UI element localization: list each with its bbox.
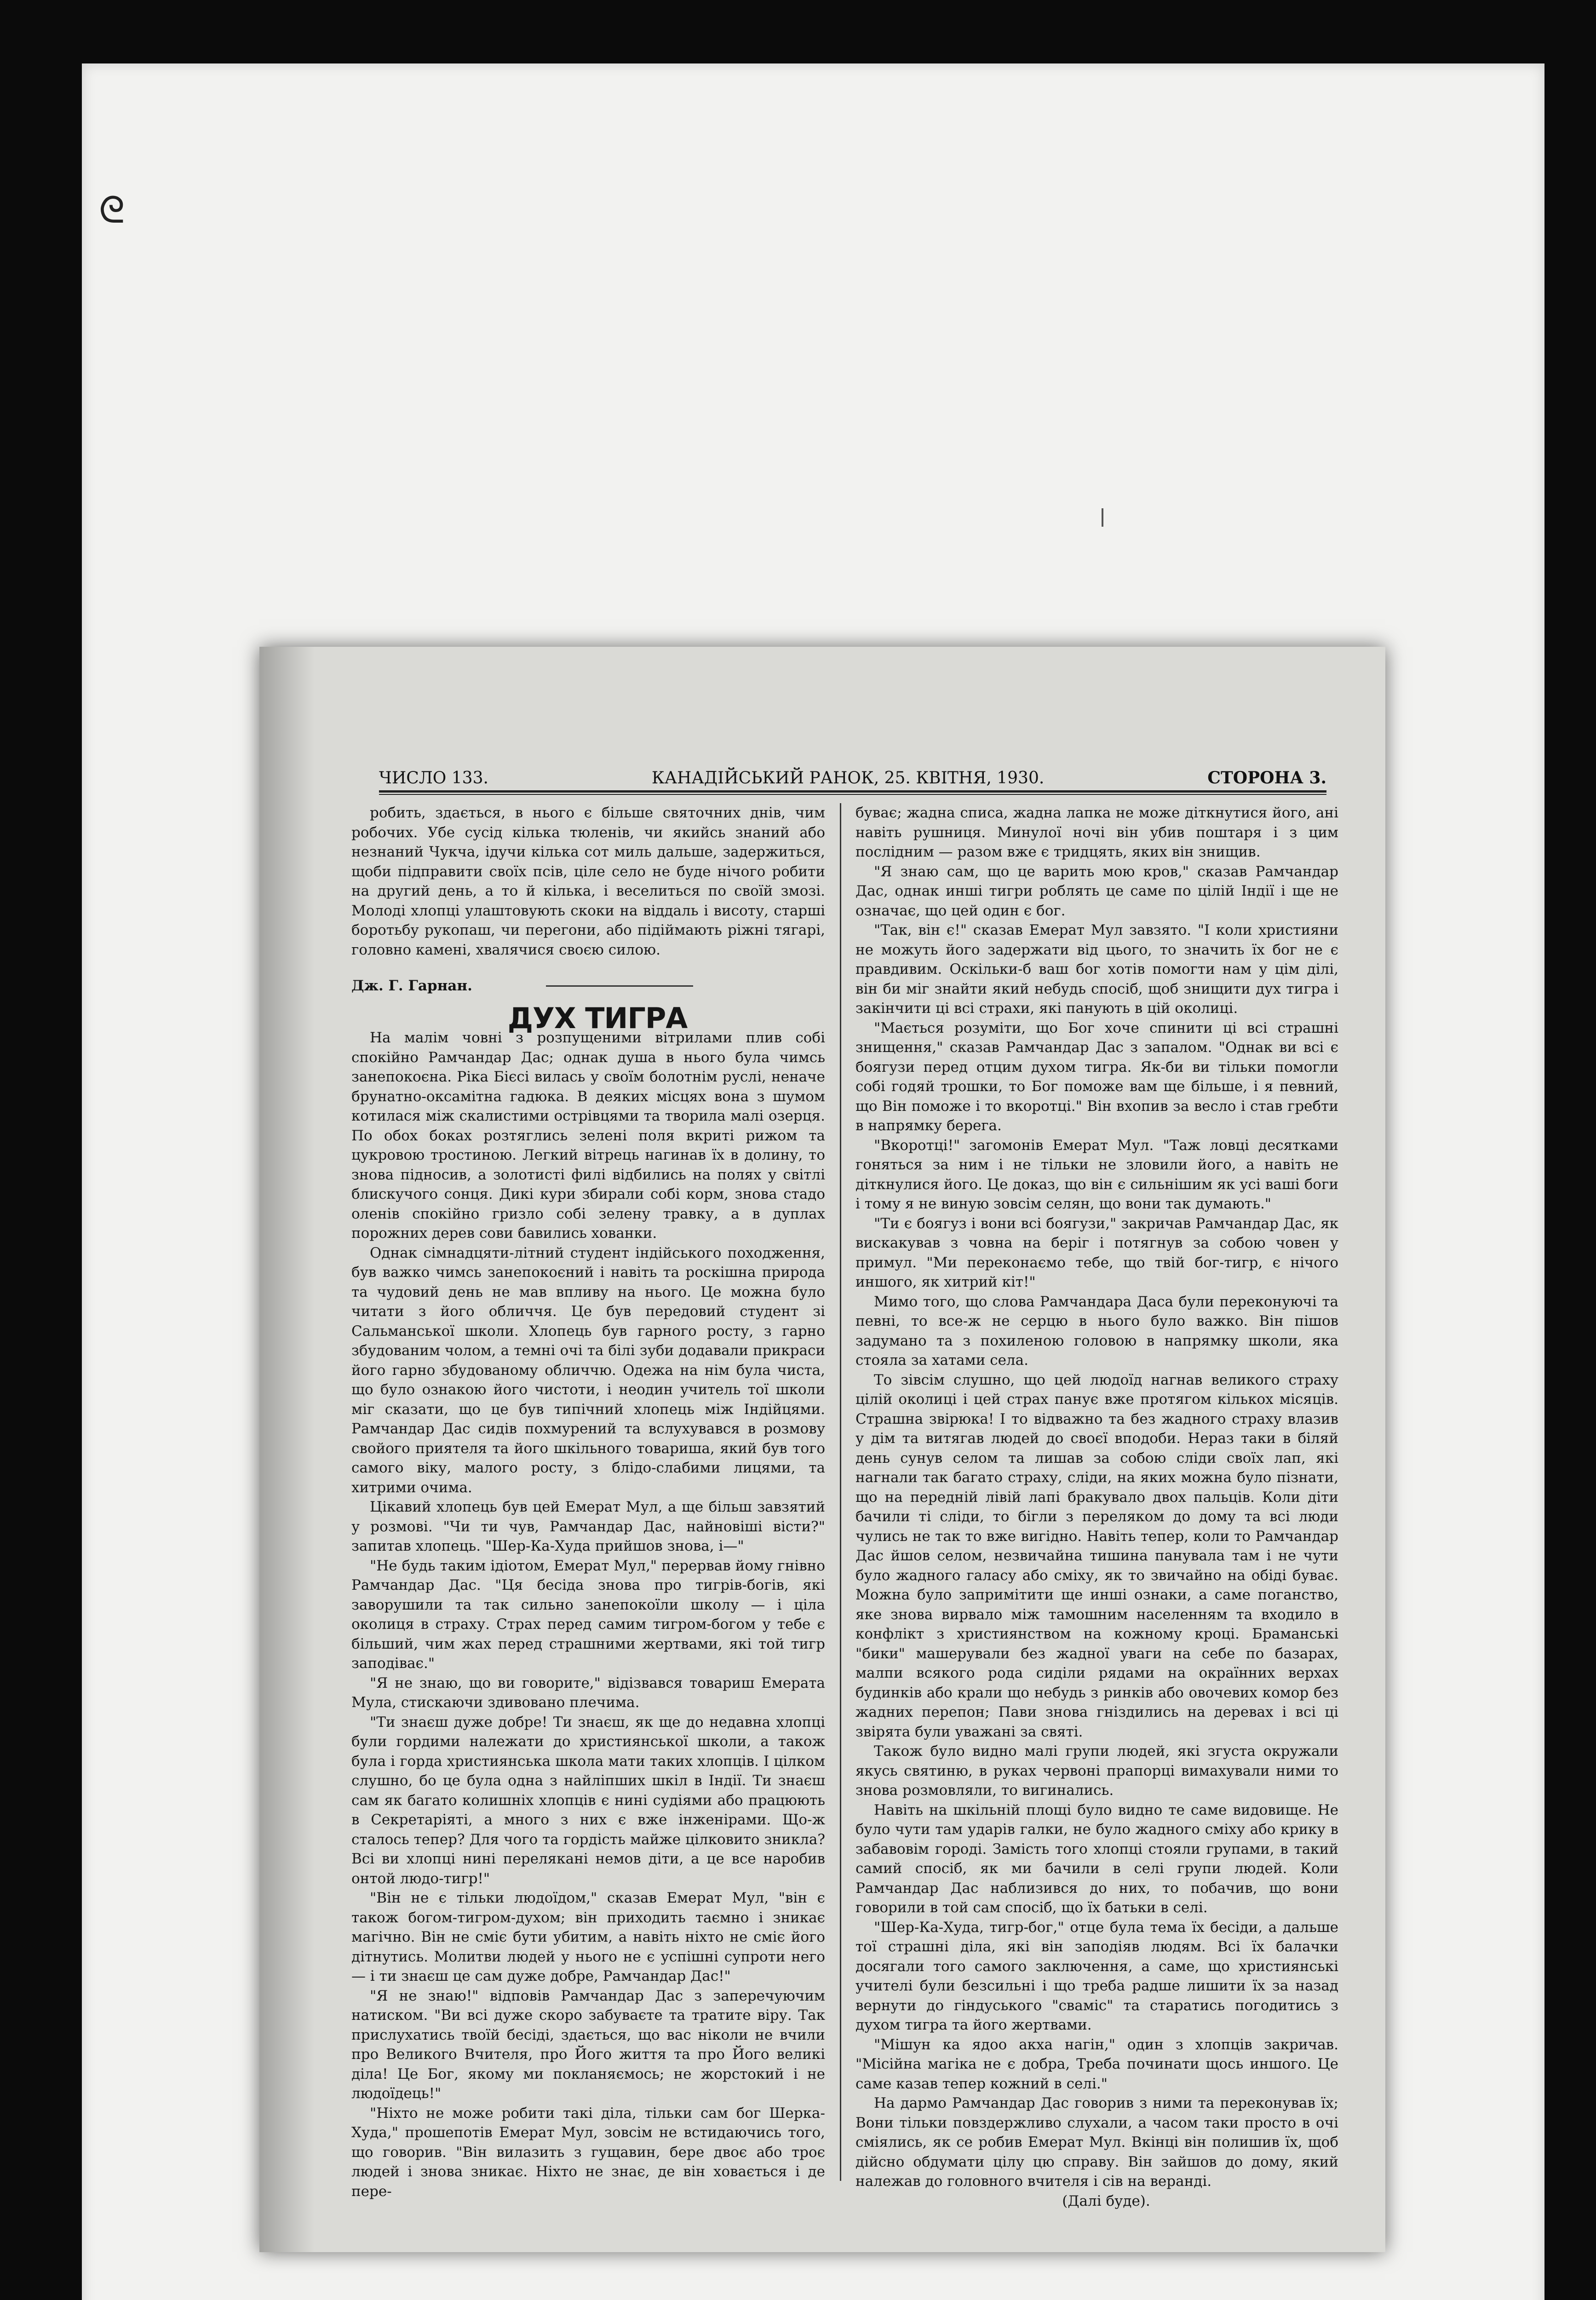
page-number: СТОРОНА 3. [1207,768,1326,788]
paragraph: "Я знаю сам, що це варить мою кров," сказав Рамчандар Дас, однак инші тигри роблять це саме по цілій Індії і ще не означає, що цей один є бог. [855,863,1338,919]
paragraph: На дармо Рамчандар Дас говорив з ними та переконував їх; Вони тільки повздержливо слухали, а часом таки просто в очі сміялись, як се робив Емерат Мул. Вкінці він полишив їх, щоб дійсно обдумати цілу цю справу. Він зайшов до дому, який належав до головного вчителя і сів на веранді. [855,2095,1338,2190]
issue-number: ЧИСЛО 133. [379,769,488,788]
story-title: ДУХ ТИГРА [507,1001,688,1035]
author-line [351,976,825,996]
column-divider [840,803,841,2181]
paragraph: "Ніхто не може робити такі діла, тільки сам бог Шерка-Худа," прошепотів Емерат Мул, зовсім не встидаючись того, що говорив. "Він вилазить з гущавин, бере двоє або троє людей і знова зникає. Ніхто не знає, де він ховається і де пере- [351,2104,825,2200]
left-column [351,803,825,2201]
right-column [855,803,1338,2211]
paragraph: Навіть на шкільній площі було видно те саме видовище. Не було чути там ударів галки, не було жадного сміху або крику в забавовім городі. Замість того хлопці стояли групами, в такий самий спосіб, як ми бачили в селі групи людей. Коли Рамчандар Дас наблизився до них, то побачив, що вони говорили в той сам спосіб, що їх батьки в селі. [855,1801,1338,1916]
author-name: Дж. Г. Гарнан. [351,978,472,994]
paragraph: "Вкоротці!" загомонів Емерат Мул. "Таж ловці десятками гоняться за ним і не тільки не зловили його, а навіть не діткнулися його. Це доказ, що він є сильнішим як усі ваші боги і тому я не виную зовсім селян, що вони так думають." [855,1137,1338,1212]
paragraph: На малім човні з розпущеними вітрилами плив собі спокійно Рамчандар Дас; однак душа в нього була чимсь занепокоєна. Ріка Бієсі вилась у своїм болотнім руслі, неначе брунатно-оксамітна гадюка. В деяких місцях вона з шумом котилася між скалистими острівцями та творила малі озерця. По обох боках розтяглись зелені поля вкриті рижом та цукровою тростиною. Легкий вітрець нагинав їх в долину, то знова підносив, а золотисті филі відбились на полях у світлі блискучого сонця. Дикі кури збирали собі корм, знова стадо оленів спокійно гризло собі зелену травку, а в дуплах порожних дерев сови бавились хованки. [351,1029,825,1242]
paragraph: "Так, він є!" сказав Емерат Мул завзято. "І коли християни не можуть його задержати від цього, то значить їх бог не є правдивим. Оскільки-б ваш бог хотів помогти нам у цім ділі, він би міг знайти який небудь спосіб, щоб знищити дух тигра і закінчити ці всі страхи, які панують в цій околиці. [855,922,1338,1017]
tick-mark [1102,508,1103,527]
page-header [379,760,1326,788]
paragraph: Мимо того, що слова Рамчандара Даса були переконуючі та певні, то все-ж не серцю в нього було важко. Він пішов задумано та з похиленою головою в напрямку школи, яка стояла за хатами села. [855,1293,1338,1368]
header-rule-thin [379,794,1326,795]
author-rule [546,985,693,987]
paragraph: Також було видно малі групи людей, які згуста окружали якусь святиню, в руках червоні прапорці вимахували ними то знова розмовляли, то вигинались. [855,1743,1338,1799]
paragraph: "Шер-Ка-Худа, тигр-бог," отце була тема їх бесіди, а дальше тої страшні діла, які він заподіяв людям. Всі їх балачки досягали того самого заключення, а саме, що християнські учителі були безсильні і що треба радше лишити їх за назад вернути до гіндуського "сваміс" та старатись погодитись з духом тигра та його жертвами. [855,1919,1338,2033]
paragraph: Цікавий хлопець був цей Емерат Мул, а ще більш завзятий у розмові. "Чи ти чув, Рамчандар Дас, найновіші вісти?" запитав хлопець. "Шер-Ка-Худа прийшов знова, і—" [351,1499,825,1554]
masthead: КАНАДІЙСЬКИЙ РАНОК, 25. КВІТНЯ, 1930. [651,769,1045,788]
paragraph: "Я не знаю!" відповів Рамчандар Дас з заперечуючим натиском. "Ви всі дуже скоро забуваєте та тратите віру. Так прислухатись твоїй бесіді, здається, що вас ніколи не вчили про Великого Вчителя, про Його життя та про Його великі діла! Це Бог, якому ми покланяємось; не жорстокий і не людоїдець!" [351,1987,825,2102]
margin-mark: ᘓ [99,189,125,231]
paragraph: "Не будь таким ідіотом, Емерат Мул," перервав йому гнівно Рамчандар Дас. "Ця бесіда знова про тигрів-богів, які заворушили та так сильно занепокоїли школу — і ціла околиця в страху. Страх перед самим тигром-богом у тебе є більший, чим жах перед страшними жертвами, які той тигр заподіває." [351,1557,825,1672]
paragraph: "Я не знаю, що ви говорите," відізвався товариш Емерата Мула, стискаючи здивовано плечима. [351,1674,825,1711]
paragraph: "Мішун ка ядоо акха нагін," один з хлопців закричав. "Місійна магіка не є добра, Треба починати щось иншого. Це саме казав тепер кожний в селі." [855,2036,1338,2092]
newspaper-page [259,647,1385,2252]
paragraph: буває; жадна списа, жадна лапка не може діткнутися його, ані навіть рушниця. Минулої ночі він убив поштаря і з цим послідним — разом вже є тридцять, яких він знищив. [855,805,1338,860]
paragraph: "Ти є боягуз і вони всі боягузи," закричав Рамчандар Дас, як вискакував з човна на беріг і потягнув за собою човен у примул. "Ми переконаємо тебе, що твій бог-тигр, є нічого иншого, як хитрий кіт!" [855,1215,1338,1290]
to-be-continued: (Далі буде). [1062,2192,1150,2209]
page-shadow [259,647,315,2252]
intro-paragraph: робить, здається, в нього є більше святочних днів, чим робочих. Убе сусід кілька тюленів, чи якийсь знаний або незнаний Чукча, ідучи кілька сот миль дальше, задержиться, щоби підправити своїх псів, ціле село не буде нічого робити на другий день, а то й кілька, і веселиться по своїй змозі. Молоді хлопці улаштовують скоки на віддаль і висоту, старші боротьбу рукопаш, чи перегони, або підіймають ріжні тягарі, головно камені, хвалячися своєю силою. [351,805,825,958]
header-rule [379,790,1326,793]
paragraph: "Ти знаєш дуже добре! Ти знаєш, як ще до недавна хлопці були гордими належати до християнської школи, а також була і горда християнська школа мати таких хлопців. І цілком слушно, бо це була одна з найліпших шкіл в Індії. Ти знаєш сам як багато колишніх хлопців є нині судіями або працюють в Секретаріяті, а много з них є вже інженірами. Що-ж сталось тепер? Для чого та гордість майже цілковито зникла? Всі ви хлопці нині переляканi немов діти, а це все наробив онтой людо-тигр!" [351,1714,825,1887]
paragraph: То зівсім слушно, що цей людоїд нагнав великого страху цілій околиці і цей страх панує вже протягом кількох місяців. Страшна звірюка! І то відважно та без жадного страху влазив у дім та витягав людей до своєї вподоби. Нераз таки в біляй день сунув селом та лишав за собою сліди своїх лап, які нагнали так багато страху, сліди, на яких можна було пізнати, що на передній лівій лапі бракувало двох пальців. Коли діти бачили ті сліди, то бігли з переляком до дому та всі люди чулись не так то вже вигідно. Навіть тепер, коли то Рамчандар Дас йшов селом, незвичайна тишина панувала там і не чути було жадного галасу або сміху, як то звичайно на обіді буває. Можна було запримітити ще инші ознаки, а саме поганство, яке знова вирвало між тамошним населенням та входило в конфлікт з християнством на кожному кроці. Браманські "бики" машерували без жадної уваги на себе по базарах, малпи всякого рода сиділи рядами на окраїнних верхах будинків або крали що небудь з ринків або овочевих комор без жадних перепон; Пави знова гніздились на деревах і всі ці звірята були уважані за святі. [855,1371,1338,1740]
paragraph: "Він не є тільки людоїдом," сказав Емерат Мул, "він є також богом-тигром-духом; він приходить таємно і зникає магічно. Він не сміє бути убитим, а навіть ніхто не сміє його дітнутись. Молитви людей у нього не є успішні супроти него — і ти знаєш це сам дуже добре, Рамчандар Дас!" [351,1890,825,1984]
paragraph: Однак сімнадцяти-літний студент індійського походження, був важко чимсь занепокоєний і навіть та роскішна природа та чудовий день не мав впливу на нього. Це можна було читати з його обличчя. Це був передовий студент зі Сальманської школи. Хлопець був гарного росту, з гарно збудованим чолом, а темні очі та білі зуби додавали прикраси його гарно збудованому обличчю. Одежа на нім була чиста, що було ознакою його чистоти, і неодин учитель тої школи міг сказати, що це був типічний хлопець між Індійцями. Рамчандар Дас сидів похмурений та вслухувався в розмову свойого приятеля та його шкільного товариша, який був того самого віку, малого росту, з блідо-слабими лицями, та хитрими очима. [351,1244,825,1496]
paragraph: "Мається розуміти, що Бог хоче спинити ці всі страшні знищення," сказав Рамчандар Дас з запалом. "Однак ви всі є боягузи перед отцим духом тигра. Як-би ви тільки помогли собі годяй трошки, то Бог поможе вам ще більше, і я певний, що Він поможе і то вкоротці." Він вхопив за весло і став гребти в напрямку берега. [855,1019,1338,1134]
